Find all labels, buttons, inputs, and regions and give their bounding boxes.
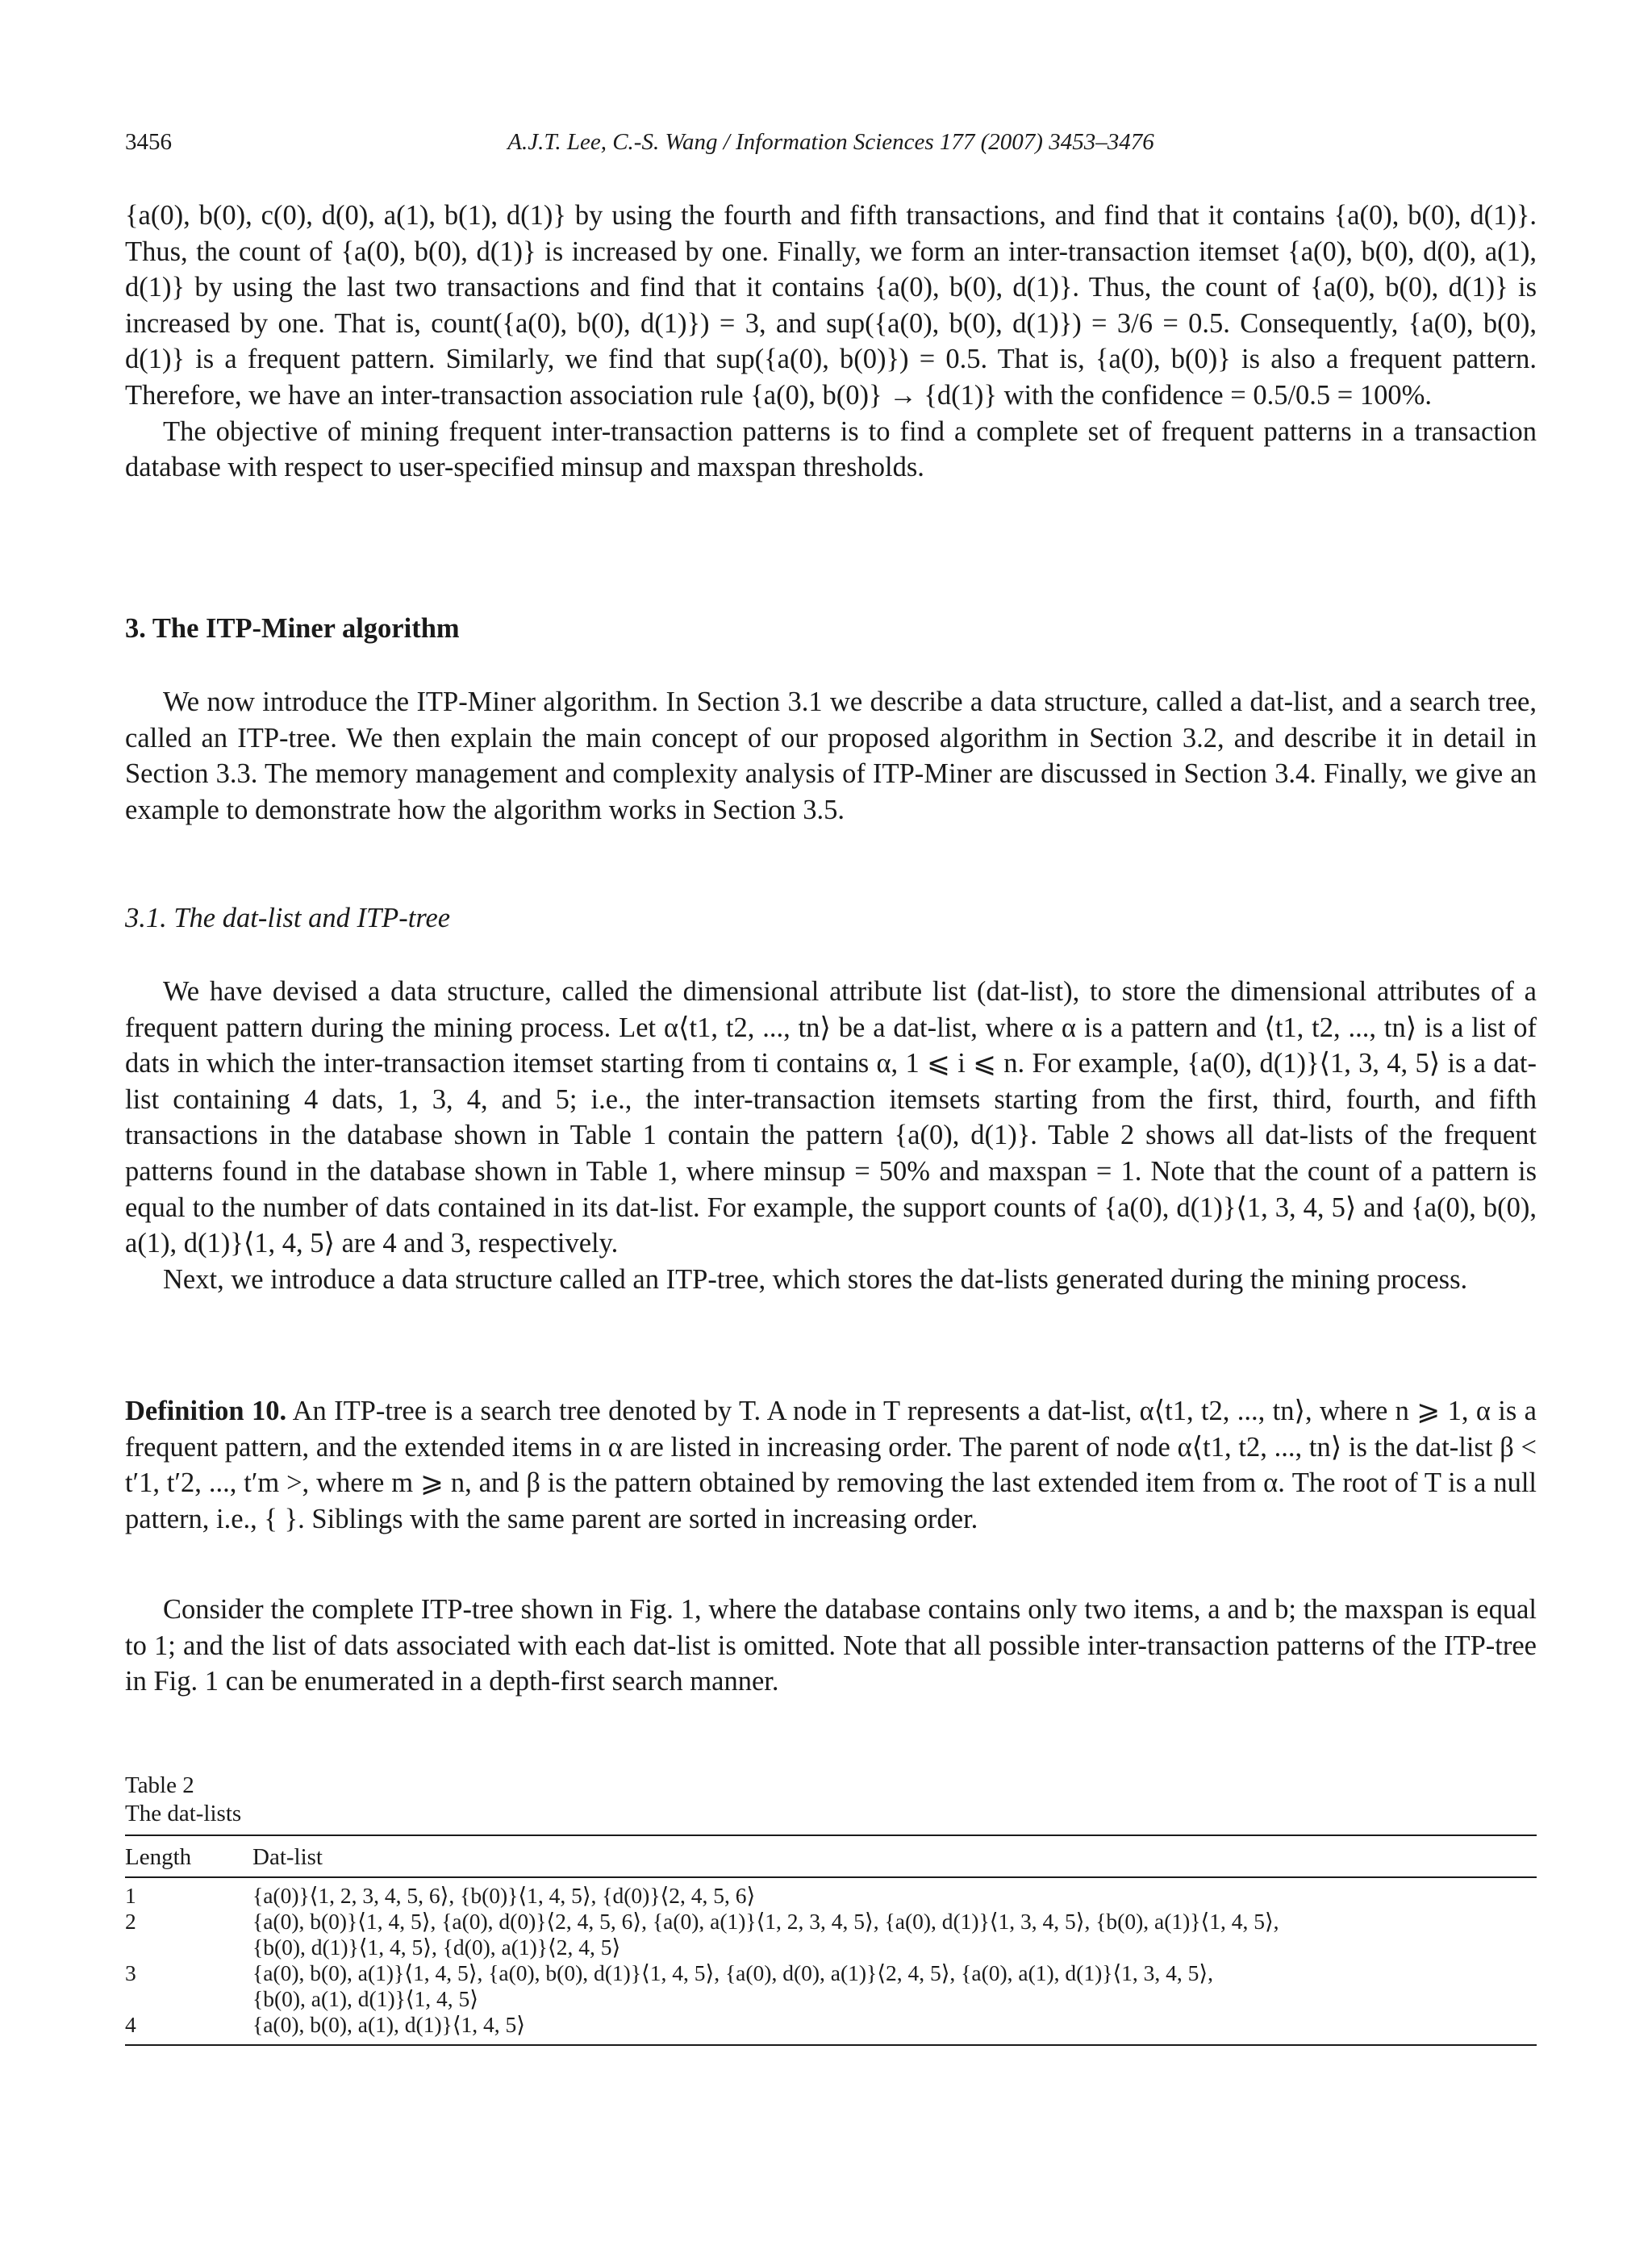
table-cell-length: 3 — [125, 1960, 136, 1985]
table-cell-length: 2 — [125, 1909, 136, 1934]
table-row — [125, 1909, 1537, 1960]
paragraph-intro — [125, 198, 1537, 486]
column-header-length: Length — [125, 1844, 192, 1870]
journal-citation: A.J.T. Lee, C.-S. Wang / Information Sciences 177 (2007) 3453–3476 — [507, 129, 1154, 155]
paragraph-objective: The objective of mining frequent inter-transaction patterns is to find a complete set of frequent patterns in a transaction database with respect to user-specified minsup and maxspan thresholds. — [125, 415, 1537, 483]
paragraph-consider-block — [125, 1592, 1537, 1700]
table-header-row — [125, 1836, 1537, 1876]
section-intro — [125, 684, 1537, 828]
table-cell-datlist: {a(0), b(0), a(1)}⟨1, 4, 5⟩, {a(0), b(0), d(1)}⟨1, 4, 5⟩, {a(0), d(0), a(1)}⟨2, 4, 5⟩, {a(0), a(1), d(1)}⟨1, 3, 4, 5⟩, — [252, 1960, 1214, 1985]
table-label: Table 2 — [125, 1772, 194, 1798]
page-number: 3456 — [125, 129, 172, 155]
table-cell-datlist-cont: {b(0), d(1)}⟨1, 4, 5⟩, {d(0), a(1)}⟨2, 4, 5⟩ — [252, 1935, 621, 1960]
datlist-section — [125, 974, 1537, 1297]
paragraph-consider: Consider the complete ITP-tree shown in Fig. 1, where the database contains only two items, a and b; the maxspan is equal to 1; and the list of dats associated with each dat-list is omitted. Note that all possible inter-transaction patterns of the ITP-tree in Fig. 1 can be enumerated in a depth-first search manner. — [125, 1594, 1537, 1697]
datlist-table — [125, 1835, 1537, 2046]
table-cell-datlist: {a(0), b(0)}⟨1, 4, 5⟩, {a(0), d(0)}⟨2, 4, 5, 6⟩, {a(0), a(1)}⟨1, 2, 3, 4, 5⟩, {a(0), d(1)}⟨1, 3, 4, 5⟩, {b(0), a(1)}⟨1, 4, 5⟩, — [252, 1909, 1279, 1934]
table-cell-length: 1 — [125, 1883, 136, 1908]
table-body — [125, 1878, 1537, 2044]
section-intro-text: We now introduce the ITP-Miner algorithm. In Section 3.1 we describe a data structure, called a dat-list, and a search tree, called an ITP-tree. We then explain the main concept of our proposed algorithm in Section 3.2, and describe it in detail in Section 3.3. The memory management and complexity analysis of ITP-Miner are discussed in Section 3.4. Finally, we give an example to demonstrate how the algorithm works in Section 3.5. — [125, 687, 1537, 825]
table-cell-length: 4 — [125, 2012, 136, 2037]
table-title: The dat-lists — [125, 1801, 242, 1826]
table-cell-datlist: {a(0)}⟨1, 2, 3, 4, 5, 6⟩, {b(0)}⟨1, 4, 5⟩, {d(0)}⟨2, 4, 5, 6⟩ — [252, 1883, 756, 1908]
table-row — [125, 1960, 1537, 2012]
paragraph-intro-text: {a(0), b(0), c(0), d(0), a(1), b(1), d(1)} by using the fourth and fifth transactions, and find that it contains {a(0), b(0), d(1)}. Thus, the count of {a(0), b(0), d(1)} is increased by one. Finally, we form an inter-transaction itemset {a(0), b(0), d(0), a(1), d(1)} by using the last two transactions and find that it contains {a(0), b(0), d(1)}. Thus, the count of {a(0), b(0), d(1)} is increased by one. That is, count({a(0), b(0), d(1)}) = 3, and sup({a(0), b(0), d(1)}) = 3/6 = 0.5. Consequently, {a(0), b(0), d(1)} is a frequent pattern. Similarly, we find that sup({a(0), b(0)}) = 0.5. That is, {a(0), b(0)} is also a frequent pattern. Therefore, we have an inter-transaction association rule {a(0), b(0)} → {d(1)} with the confidence = 0.5/0.5 = 100%. — [125, 200, 1537, 411]
table-bottom-rule — [125, 2044, 1537, 2046]
subsection-heading: 3.1. The dat-list and ITP-tree — [125, 903, 451, 933]
definition-text: An ITP-tree is a search tree denoted by T. A node in T represents a dat-list, α⟨t1, t2, ..., tn⟩, where n ⩾ 1, α is a frequent pattern, and the extended items in α are listed in increasing order. The parent of node α⟨t1, t2, ..., tn⟩ is the dat-list β < t′1, t′2, ..., t′m >, where m ⩾ n, and β is the pattern obtained by removing the last extended item from α. The root of T is a null pattern, i.e., { }. Siblings with the same parent are sorted in increasing order. — [125, 1396, 1537, 1534]
table-cell-datlist: {a(0), b(0), a(1), d(1)}⟨1, 4, 5⟩ — [252, 2012, 526, 2037]
table-row — [125, 2012, 1537, 2038]
definition-label: Definition 10. — [125, 1396, 287, 1426]
section-heading: 3. The ITP-Miner algorithm — [125, 613, 460, 644]
paragraph-datlist: We have devised a data structure, called the dimensional attribute list (dat-list), to store the dimensional attributes of a frequent pattern during the mining process. Let α⟨t1, t2, ..., tn⟩ be a dat-list, where α is a pattern and ⟨t1, t2, ..., tn⟩ is a list of dats in which the inter-transaction itemset starting from ti contains α, 1 ⩽ i ⩽ n. For example, {a(0), d(1)}⟨1, 3, 4, 5⟩ is a dat-list containing 4 dats, 1, 3, 4, and 5; i.e., the inter-transaction itemsets starting from the first, third, fourth, and fifth transactions in the database shown in Table 1 contain the pattern {a(0), d(1)}. Table 2 shows all dat-lists of the frequent patterns found in the database shown in Table 1, where minsup = 50% and maxspan = 1. Note that the count of a pattern is equal to the number of dats contained in its dat-list. For example, the support counts of {a(0), d(1)}⟨1, 3, 4, 5⟩ and {a(0), b(0), a(1), d(1)}⟨1, 4, 5⟩ are 4 and 3, respectively. — [125, 976, 1537, 1259]
table-cell-datlist-cont: {b(0), a(1), d(1)}⟨1, 4, 5⟩ — [252, 1986, 479, 2011]
table-row — [125, 1883, 1537, 1909]
running-head — [125, 129, 1537, 161]
definition-block — [125, 1393, 1537, 1537]
table-caption — [125, 1772, 241, 1828]
column-header-datlist: Dat-list — [252, 1844, 323, 1870]
paragraph-itptree-intro: Next, we introduce a data structure called an ITP-tree, which stores the dat-lists generated during the mining process. — [163, 1263, 1468, 1295]
